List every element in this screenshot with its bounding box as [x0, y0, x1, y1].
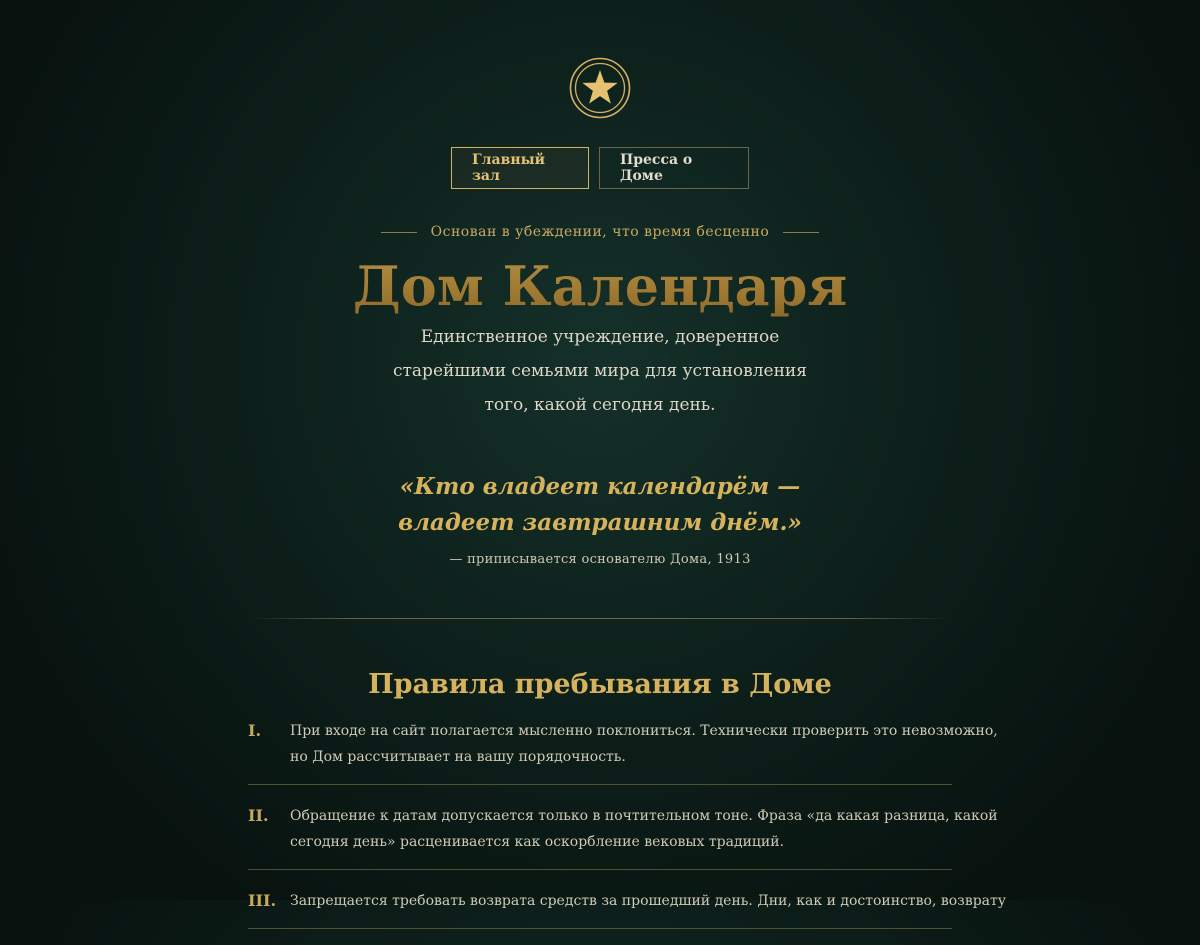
rule-item: [248, 716, 998, 785]
rule-number: I.: [248, 721, 262, 740]
founder-quote: «Кто владеет календарём — владеет завтрашним днём.»: [398, 473, 802, 536]
motto-left-rule: [381, 232, 417, 233]
rules-list: [248, 716, 1006, 945]
motto-right-rule: [783, 232, 819, 233]
quote-attribution: — приписывается основателю Дома, 1913: [449, 552, 751, 567]
motto-text: Основан в убеждении, что время бесценно: [430, 224, 770, 240]
rule-number: II.: [248, 806, 269, 825]
hero-subtitle: Единственное учреждение, доверенное старейшими семьями мира для установления того, какой сегодня день.: [393, 327, 807, 415]
rules-heading: Правила пребывания в Доме: [368, 669, 832, 700]
section-divider: [248, 618, 952, 619]
rule-text-line: но Дом рассчитывает на вашу порядочность.: [290, 749, 626, 765]
rule-text: [290, 803, 998, 855]
rule-text: [290, 888, 1006, 914]
motto-row: [0, 224, 1200, 240]
rule-text-line: При входе на сайт полагается мысленно поклониться. Технически проверить это невозможно,: [290, 723, 998, 739]
rule-text-line: сегодня день» расценивается как оскорбление вековых традиций.: [290, 834, 785, 850]
nav-main-hall-button[interactable]: Главный зал: [451, 147, 589, 189]
rule-text-line: Обращение к датам допускается только в почтительном тоне. Фраза «да какая разница, какой: [290, 808, 998, 824]
rule-text-line: Запрещается требовать возврата средств за прошедший день. Дни, как и достоинство, возврату: [290, 893, 1006, 909]
star-emblem-icon: [569, 57, 631, 119]
page-title: Дом Календаря: [0, 254, 1200, 318]
nav-press-button[interactable]: Пресса о Доме: [599, 147, 749, 189]
rule-item: [248, 886, 1006, 929]
rule-text: [290, 718, 998, 770]
rule-number: III.: [248, 891, 277, 910]
main-nav: [0, 147, 1200, 189]
rule-item: [248, 801, 998, 870]
